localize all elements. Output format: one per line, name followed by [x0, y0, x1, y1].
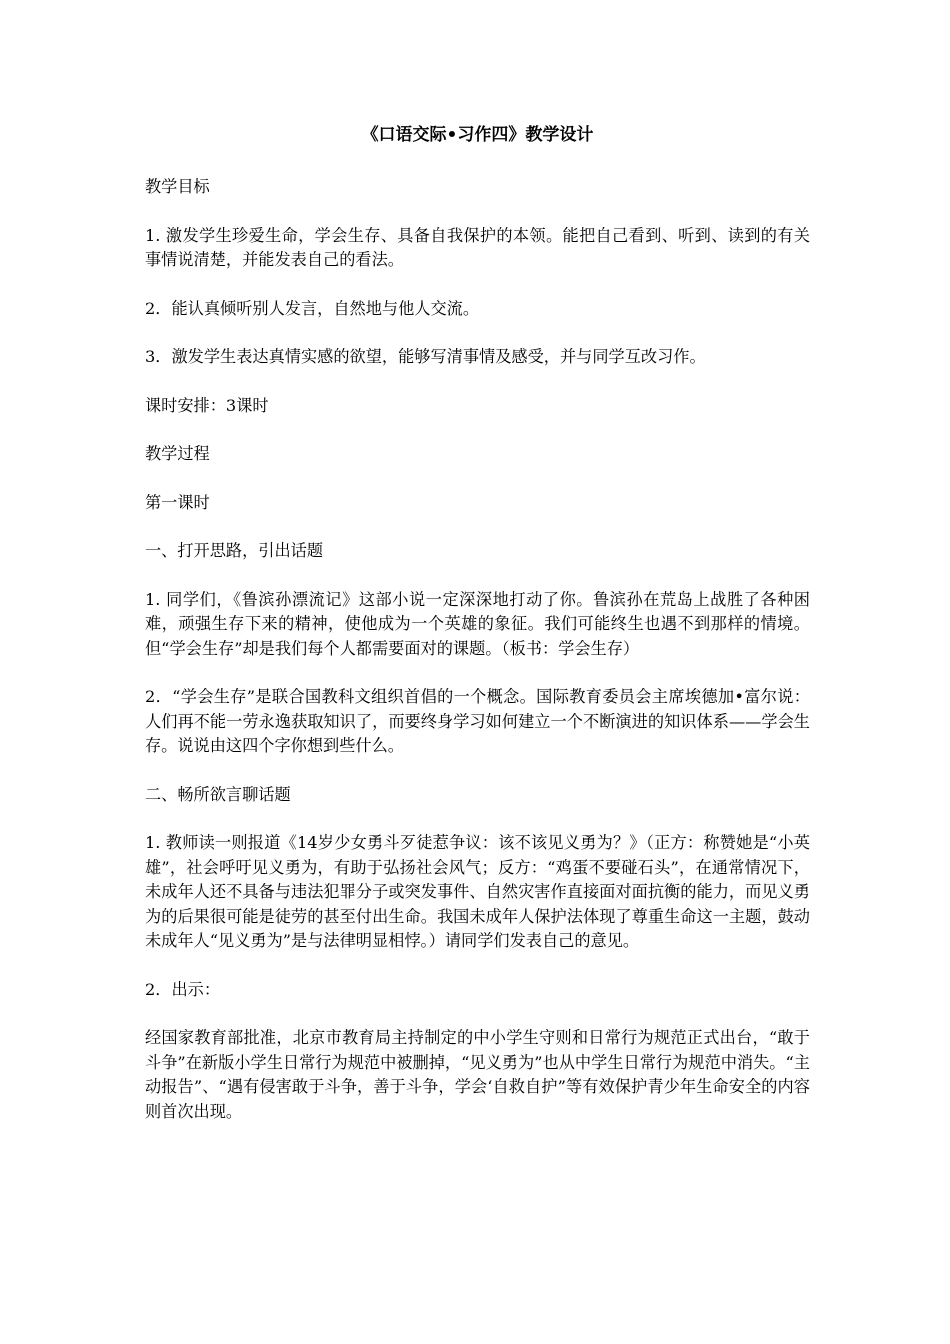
class-schedule: 课时安排：3课时 — [145, 395, 269, 415]
goal-item-1: 1. 激发学生珍爱生命，学会生存、具备自我保护的本领。能把自己看到、听到、读到的有关事情说清楚，并能发表自己的看法。 — [145, 225, 810, 269]
document-title: 《口语交际•习作四》教学设计 — [361, 125, 594, 145]
section-2-item-1: 1. 教师读一则报道《14岁少女勇斗歹徒惹争议：该不该见义勇为？》（正方：称赞她是“小英雄”，社会呼吁见义勇为，有助于弘扬社会风气；反方：“鸡蛋不要碰石头”，在通常情况下，未成年人还不具备与违法犯罪分子或突发事件、自然灾害作直接面对面抗衡的能力，而见义勇为的后果很可能是徒劳的甚至付出生命。我国未成年人保护法体现了尊重生命这一主题，鼓动未成年人“见义勇为”是与法律明显相悖。）请同学们发表自己的意见。 — [145, 833, 810, 950]
section-heading-1: 一、打开思路，引出话题 — [145, 541, 324, 560]
goal-item-2: 2．能认真倾听别人发言，自然地与他人交流。 — [145, 298, 480, 318]
heading-teaching-process: 教学过程 — [145, 444, 210, 463]
heading-teaching-goals: 教学目标 — [145, 177, 210, 196]
section-2-item-2: 2．出示： — [145, 979, 221, 999]
document-page — [145, 123, 810, 1148]
heading-first-lesson: 第一课时 — [145, 492, 210, 512]
section-1-item-2: 2．“学会生存”是联合国教科文组织首倡的一个概念。国际教育委员会主席埃德加•富尔说：人们再不能一劳永逸获取知识了，而要终身学习如何建立一个不断演进的知识体系——学会生存。说说由这四个字你想到些什么。 — [145, 687, 810, 755]
goal-item-3: 3．激发学生表达真情实感的欲望，能够写清事情及感受，并与同学互改习作。 — [145, 347, 706, 366]
section-heading-2: 二、畅所欲言聊话题 — [145, 784, 291, 804]
section-2-quote: 经国家教育部批准，北京市教育局主持制定的中小学生守则和日常行为规范正式出台，“敢于斗争”在新版小学生日常行为规范中被删掉，“见义勇为”也从中学生日常行为规范中消失。“主动报告”、“遇有侵害敢于斗争，善于斗争，学会‘自救自护”等有效保护青少年生命安全的内容则首次出现。 — [145, 1028, 810, 1121]
section-1-item-1: 1. 同学们，《鲁滨孙漂流记》这部小说一定深深地打动了你。鲁滨孙在荒岛上战胜了各种困难，顽强生存下来的精神，使他成为一个英雄的象征。我们可能终生也遇不到那样的情境。但“学会生存”却是我们每个人都需要面对的课题。（板书：学会生存） — [145, 589, 810, 658]
